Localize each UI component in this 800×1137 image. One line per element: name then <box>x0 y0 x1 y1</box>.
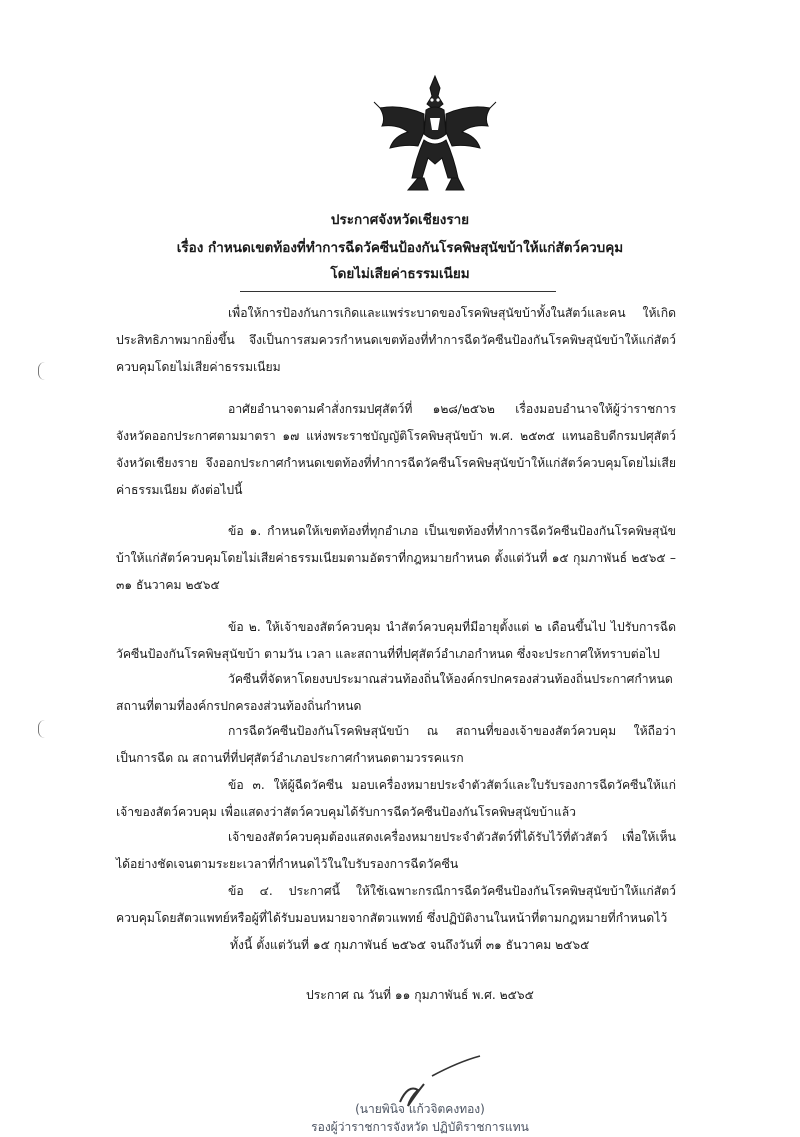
clause-3: ข้อ ๓. ให้ผู้ฉีดวัคซีน มอบเครื่องหมายประจำตัวสัตว์และใบรับรองการฉีดวัคซีนให้แก่เจ้าของสัตว์ควบคุม เพื่อแสดงว่าสัตว์ควบคุมได้รับการฉีดวัคซีนป้องกันโรคพิษสุนัขบ้าแล้ว <box>116 778 676 819</box>
signatory-name: (นายพินิจ แก้วจิตคงทอง) <box>355 1102 485 1116</box>
clause-2-paragraph-3: การฉีดวัคซีนป้องกันโรคพิษสุนัขบ้า ณ สถานที่ของเจ้าของสัตว์ควบคุม ให้ถือว่าเป็นการฉีด ณ สถานที่ที่ปศุสัตว์อำเภอประกาศกำหนดตามวรรคแรก <box>116 724 676 765</box>
scan-mark <box>38 720 45 738</box>
garuda-emblem <box>372 74 498 194</box>
signatory-position: รองผู้ว่าราชการจังหวัด ปฏิบัติราชการแทน <box>311 1120 529 1134</box>
clause-2-paragraph-2: วัคซีนที่จัดหาโดยงบประมาณส่วนท้องถิ่นให้องค์กรปกครองส่วนท้องถิ่นประกาศกำหนดสถานที่ตามที่องค์กรปกครองส่วนท้องถิ่นกำหนด <box>116 672 673 713</box>
title-divider <box>240 291 556 292</box>
clause-2: ข้อ ๒. ให้เจ้าของสัตว์ควบคุม นำสัตว์ควบคุมที่มีอายุตั้งแต่ ๒ เดือนขึ้นไป ไปรับการฉีดวัคซีนป้องกันโรคพิษสุนัขบ้า ตามวัน เวลา และสถานที่ที่ปศุสัตว์อำเภอกำหนด ซึ่งจะประกาศให้ทราบต่อไป <box>116 620 676 661</box>
paragraph-preamble: เพื่อให้การป้องกันการเกิดและแพร่ระบาดของโรคพิษสุนัขบ้าทั้งในสัตว์และคน ให้เกิดประสิทธิภาพมากยิ่งขึ้น จึงเป็นการสมควรกำหนดเขตท้องที่ทำการฉีดวัคซีนป้องกันโรคพิษสุนัขบ้าให้แก่สัตว์ควบคุมโดยไม่เสียค่าธรรมเนียม <box>116 306 676 374</box>
announcement-subject: เรื่อง กำหนดเขตท้องที่ทำการฉีดวัคซีนป้องกันโรคพิษสุนัขบ้าให้แก่สัตว์ควบคุม <box>176 240 624 256</box>
announcement-date: ประกาศ ณ วันที่ ๑๑ กุมภาพันธ์ พ.ศ. ๒๕๖๕ <box>306 988 534 1002</box>
effective-period: ทั้งนี้ ตั้งแต่วันที่ ๑๕ กุมภาพันธ์ ๒๕๖๕ จนถึงวันที่ ๓๑ ธันวาคม ๒๕๖๕ <box>230 938 590 952</box>
clause-4: ข้อ ๔. ประกาศนี้ ให้ใช้เฉพาะกรณีการฉีดวัคซีนป้องกันโรคพิษสุนัขบ้าให้แก่สัตว์ควบคุมโดยสัตวแพทย์หรือผู้ที่ได้รับมอบหมายจากสัตวแพทย์ ซึ่งปฏิบัติงานในหน้าที่ตามกฎหมายที่กำหนดไว้ <box>116 884 676 925</box>
scan-mark <box>38 362 45 380</box>
paragraph-authority: อาศัยอำนาจตามคำสั่งกรมปศุสัตว์ที่ ๑๒๘/๒๕๖๒ เรื่องมอบอำนาจให้ผู้ว่าราชการจังหวัดออกประกาศตามมาตรา ๑๗ แห่งพระราชบัญญัติโรคพิษสุนัขบ้า พ.ศ. ๒๕๓๕ แทนอธิบดีกรมปศุสัตว์ จังหวัดเชียงราย จึงออกประกาศกำหนดเขตท้องที่ทำการฉีดวัคซีนโรคพิษสุนัขบ้าให้แก่สัตว์ควบคุมโดยไม่เสียค่าธรรมเนียม ดังต่อไปนี้ <box>116 402 676 497</box>
clause-1: ข้อ ๑. กำหนดให้เขตท้องที่ทุกอำเภอ เป็นเขตท้องที่ทำการฉีดวัคซีนป้องกันโรคพิษสุนัขบ้าให้แก่สัตว์ควบคุมโดยไม่เสียค่าธรรมเนียมตามอัตราที่กฎหมายกำหนด ตั้งแต่วันที่ ๑๕ กุมภาพันธ์ ๒๕๖๕ – ๓๑ ธันวาคม ๒๕๖๕ <box>116 524 676 592</box>
announcement-issuer: ประกาศจังหวัดเชียงราย <box>330 212 470 228</box>
announcement-subject-cont: โดยไม่เสียค่าธรรมเนียม <box>330 266 470 282</box>
clause-3-paragraph-2: เจ้าของสัตว์ควบคุมต้องแสดงเครื่องหมายประจำตัวสัตว์ที่ได้รับไว้ที่ตัวสัตว์ เพื่อให้เห็นได้อย่างชัดเจนตามระยะเวลาที่กำหนดไว้ในใบรับรองการฉีดวัคซีน <box>116 830 676 871</box>
